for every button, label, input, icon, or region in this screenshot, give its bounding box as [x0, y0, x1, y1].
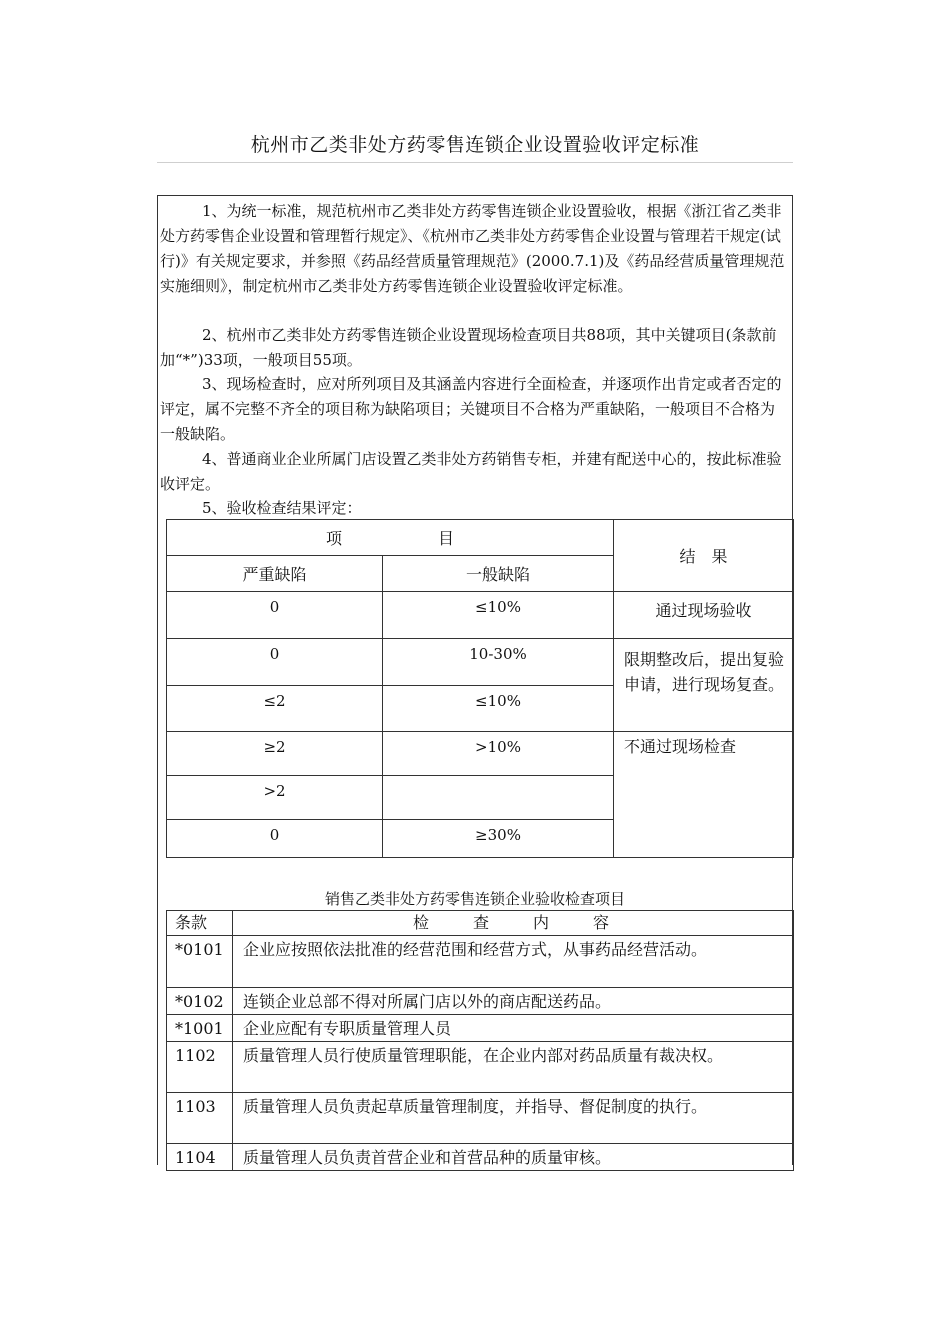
eval-cell: >2 [167, 776, 383, 820]
item-code: 1103 [167, 1093, 233, 1144]
eval-cell: ≤10% [383, 686, 614, 732]
eval-col-serious: 严重缺陷 [167, 556, 383, 592]
eval-cell: ≥2 [167, 732, 383, 776]
item-code: *1001 [167, 1015, 233, 1042]
eval-result: 通过现场验收 [614, 592, 794, 639]
eval-header-item: 项 目 [167, 520, 614, 556]
eval-col-general: 一般缺陷 [383, 556, 614, 592]
items-col-content: 检查内容 [233, 911, 794, 936]
paragraph-4: 4、普通商业企业所属门店设置乙类非处方药销售专柜，并建有配送中心的，按此标准验收评定。 [160, 450, 782, 493]
eval-cell: ≥30% [383, 820, 614, 858]
eval-cell: ≤2 [167, 686, 383, 732]
eval-cell: 0 [167, 639, 383, 686]
inspection-items-table [166, 910, 794, 1171]
eval-result: 不通过现场检查 [614, 732, 794, 858]
paragraph-5: 5、验收检查结果评定： [202, 499, 362, 517]
eval-cell: ≤10% [383, 592, 614, 639]
paragraph-3: 3、现场检查时，应对所列项目及其涵盖内容进行全面检查，并逐项作出肯定或者否定的评定，属不完整不齐全的项目称为缺陷项目；关键项目不合格为严重缺陷，一般项目不合格为一般缺陷。 [160, 375, 782, 443]
eval-cell: >10% [383, 732, 614, 776]
eval-cell: 0 [167, 820, 383, 858]
items-col-code: 条款 [167, 911, 233, 936]
item-code: *0101 [167, 936, 233, 988]
items-title: 销售乙类非处方药零售连锁企业验收检查项目 [324, 890, 625, 908]
item-code: 1104 [167, 1144, 233, 1171]
item-content: 质量管理人员负责起草质量管理制度，并指导、督促制度的执行。 [233, 1093, 794, 1144]
item-code: 1102 [167, 1042, 233, 1093]
paragraph-2: 2、杭州市乙类非处方药零售连锁企业设置现场检查项目共88项，其中关键项目(条款前加“*”)33项，一般项目55项。 [160, 326, 777, 369]
eval-cell: 0 [167, 592, 383, 639]
paragraph-1: 1、为统一标准，规范杭州市乙类非处方药零售连锁企业设置验收，根据《浙江省乙类非处方药零售企业设置和管理暂行规定》、《杭州市乙类非处方药零售企业设置与管理若干规定(试行)》有关规定要求，并参照《药品经营质量管理规范》(2000.7.1)及《药品经营质量管理规范实施细则》，制定杭州市乙类非处方药零售连锁企业设置验收评定标准。 [160, 202, 785, 295]
eval-header-result: 结 果 [614, 520, 794, 592]
eval-result: 限期整改后，提出复验申请，进行现场复查。 [614, 639, 794, 732]
item-content: 企业应配有专职质量管理人员 [233, 1015, 794, 1042]
page-title: 杭州市乙类非处方药零售连锁企业设置验收评定标准 [250, 134, 700, 156]
eval-cell: 10-30% [383, 639, 614, 686]
evaluation-table [166, 519, 794, 858]
item-content: 质量管理人员负责首营企业和首营品种的质量审核。 [233, 1144, 794, 1171]
item-content: 连锁企业总部不得对所属门店以外的商店配送药品。 [233, 988, 794, 1015]
item-content: 质量管理人员行使质量管理职能，在企业内部对药品质量有裁决权。 [233, 1042, 794, 1093]
item-code: *0102 [167, 988, 233, 1015]
title-divider [157, 162, 793, 163]
item-content: 企业应按照依法批准的经营范围和经营方式，从事药品经营活动。 [233, 936, 794, 988]
eval-cell [383, 776, 614, 820]
